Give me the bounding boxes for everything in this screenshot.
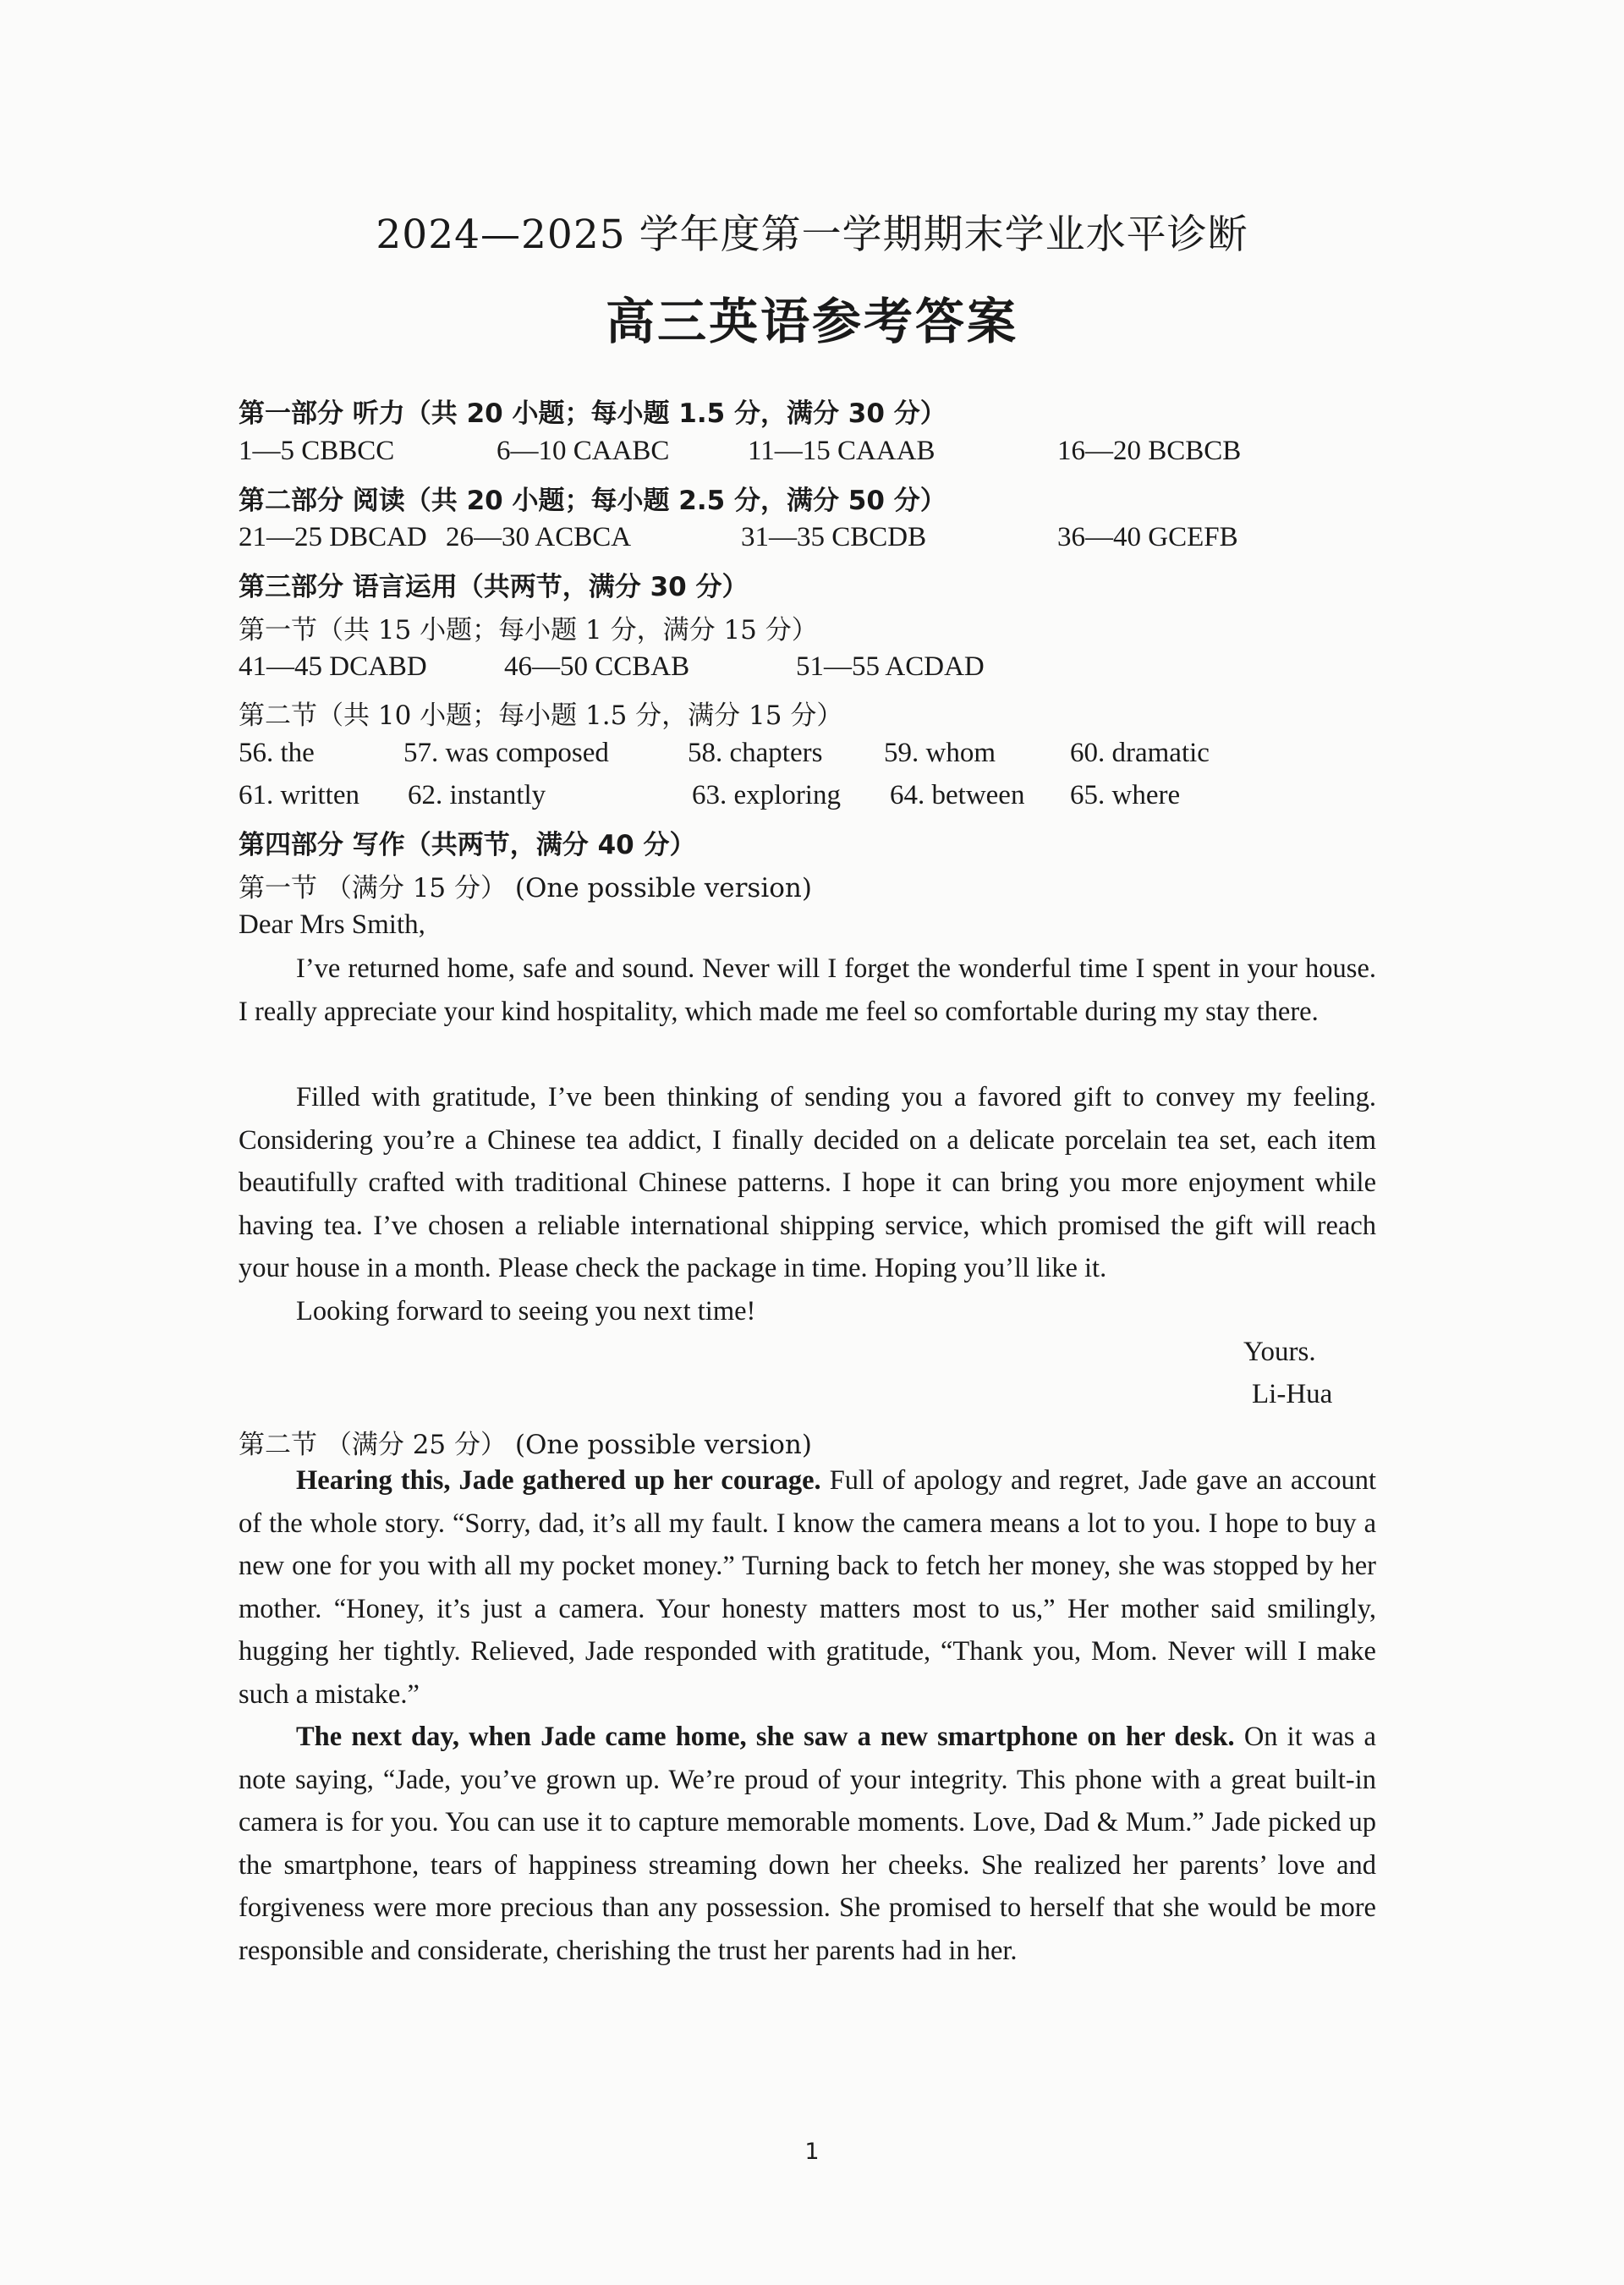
- part4-heading: 第四部分 写作（共两节，满分 40 分）: [239, 830, 696, 860]
- document-subtitle: 高三英语参考答案: [605, 293, 1018, 350]
- page-number: 1: [804, 2139, 820, 2165]
- answer-group: 46—50 CCBAB: [504, 651, 690, 682]
- letter-salutation: Dear Mrs Smith,: [239, 909, 425, 940]
- answer-group: 11—15 CAAAB: [748, 436, 935, 466]
- letter-paragraph: I’ve returned home, safe and sound. Never will I forget the wonderful time I spent in your house. I really appreciate your kind hospitality, which made me feel so comfortable during my stay there.: [239, 953, 1376, 1027]
- part4-section2-heading: 第二节 （满分 25 分） (One possible version): [239, 1430, 812, 1460]
- letter-paragraph: Looking forward to seeing you next time!: [296, 1296, 756, 1327]
- answer-group: 26—30 ACBCA: [446, 522, 632, 552]
- answer-group: 1—5 CBBCC: [239, 436, 395, 466]
- answer-item: 65. where: [1070, 780, 1181, 810]
- letter-paragraph: Filled with gratitude, I’ve been thinking of sending you a favored gift to convey my feeling. Considering you’re a Chinese tea addict, I finally decided on a delicate porcelain tea set, each item beautifully crafted with traditional Chinese patterns. I hope it can bring you more enjoyment while having tea. I’ve chosen a reliable international shipping service, which promised the gift will reach your house in a month. Please check the package in time. Hoping you’ll like it.: [239, 1082, 1376, 1283]
- part1-heading: 第一部分 听力（共 20 小题；每小题 1.5 分，满分 30 分）: [239, 398, 946, 429]
- part3-heading: 第三部分 语言运用（共两节，满分 30 分）: [239, 572, 749, 602]
- answer-item: 60. dramatic: [1070, 738, 1210, 768]
- answer-group: 21—25 DBCAD: [239, 522, 427, 552]
- answer-item: 61. written: [239, 780, 359, 810]
- answer-group: 41—45 DCABD: [239, 651, 427, 682]
- story-paragraph: The next day, when Jade came home, she saw a new smartphone on her desk. On it was a note saying, “Jade, you’ve grown up. We’re proud of your integrity. This phone with a great built-in camera is for you. You can use it to capture memorable moments. Love, Dad & Mum.” Jade picked up the smartphone, tears of happiness streaming down her cheeks. She realized her parents’ love and forgiveness were more precious than any possession. She promised to herself that she would be more responsible and considerate, cherishing the trust her parents had in her.: [239, 1722, 1376, 1966]
- answer-group: 51—55 ACDAD: [796, 651, 985, 682]
- answer-group: 16—20 BCBCB: [1057, 436, 1242, 466]
- document-title: 2024—2025 学年度第一学期期末学业水平诊断: [376, 211, 1248, 258]
- answer-group: 36—40 GCEFB: [1057, 522, 1238, 552]
- answer-group: 6—10 CAABC: [497, 436, 670, 466]
- answer-item: 62. instantly: [408, 780, 546, 810]
- letter-signature: Li-Hua: [1252, 1379, 1333, 1409]
- part4-section1-heading: 第一节 （满分 15 分） (One possible version): [239, 873, 812, 904]
- part3-section1-heading: 第一节（共 15 小题；每小题 1 分，满分 15 分）: [239, 615, 818, 645]
- story-paragraph: Hearing this, Jade gathered up her courage. Full of apology and regret, Jade gave an account of the whole story. “Sorry, dad, it’s all my fault. I know the camera means a lot to you. I hope to buy a new one for you with all my pocket money.” Turning back to fetch her money, she was stopped by her mother. “Honey, it’s just a camera. Your honesty matters most to us,” Her mother said smilingly, hugging her tightly. Relieved, Jade responded with gratitude, “Thank you, Mom. Never will I make such a mistake.”: [239, 1465, 1376, 1710]
- answer-item: 58. chapters: [688, 738, 823, 768]
- part3-section2-heading: 第二节（共 10 小题；每小题 1.5 分，满分 15 分）: [239, 700, 843, 731]
- answer-item: 57. was composed: [403, 738, 609, 768]
- part2-heading: 第二部分 阅读（共 20 小题；每小题 2.5 分，满分 50 分）: [239, 486, 946, 516]
- answer-item: 56. the: [239, 738, 315, 768]
- answer-group: 31—35 CBCDB: [741, 522, 927, 552]
- answer-item: 59. whom: [884, 738, 996, 768]
- answer-item: 63. exploring: [692, 780, 841, 810]
- letter-closing: Yours.: [1243, 1337, 1316, 1367]
- answer-item: 64. between: [890, 780, 1025, 810]
